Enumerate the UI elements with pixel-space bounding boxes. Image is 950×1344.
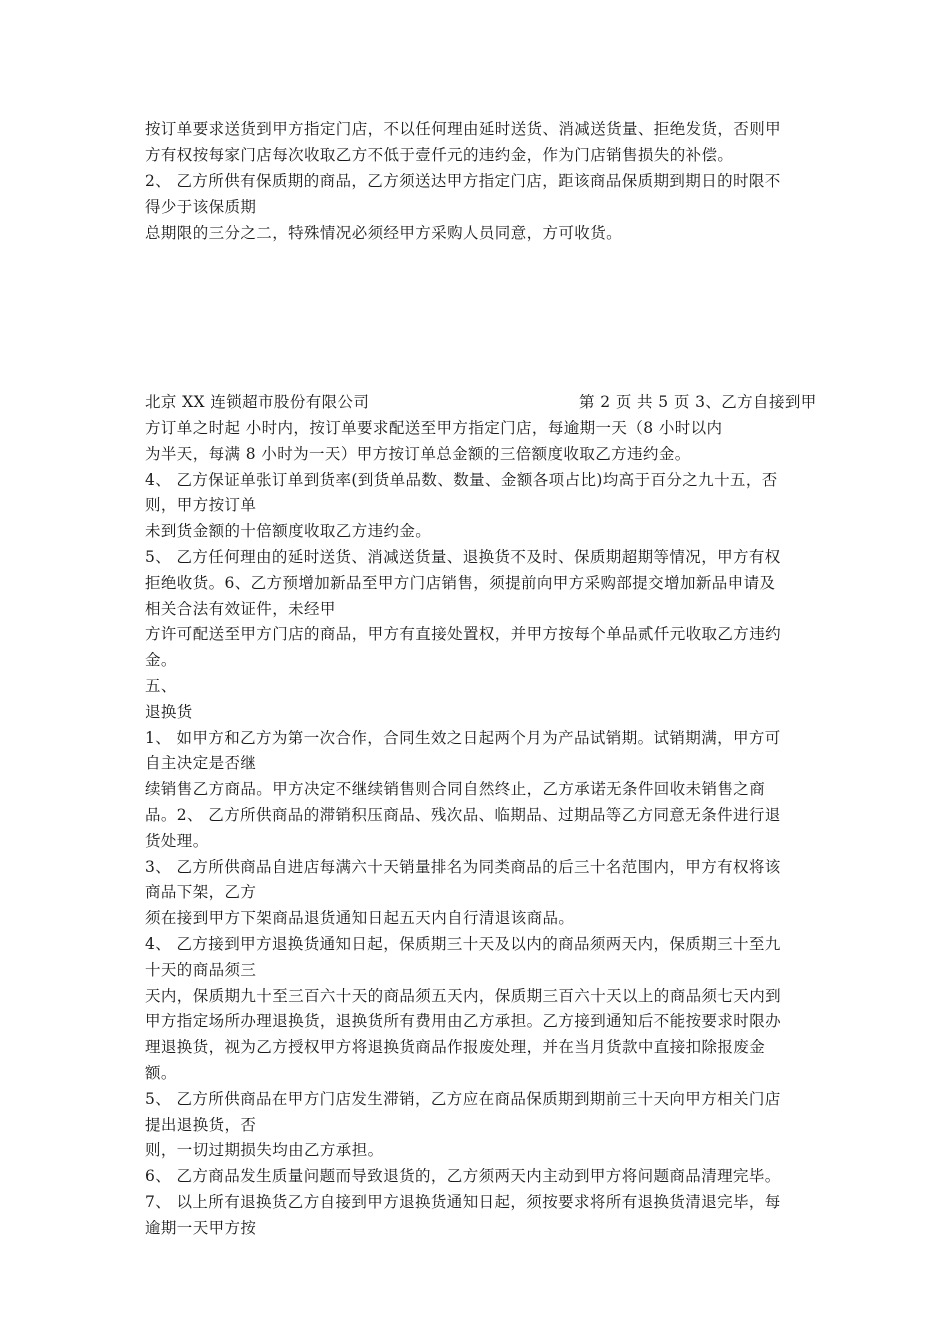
text-line: 品。2、 乙方所供商品的滞销积压商品、残次品、临期品、过期品等乙方同意无条件进行退 — [145, 806, 781, 824]
text-line: 4、 乙方保证单张订单到货率(到货单品数、数量、金额各项占比)均高于百分之九十五，否 — [145, 470, 778, 489]
text-line: 5、 乙方所供商品在甲方门店发生滞销，乙方应在商品保质期到期前三十天向甲方相关门店 — [145, 1089, 781, 1108]
text-line: 1、 如甲方和乙方为第一次合作，合同生效之日起两个月为产品试销期。试销期满，甲方可 — [145, 728, 781, 747]
text-line: 货处理。 — [145, 831, 209, 850]
text-line: 拒绝收货。6、乙方预增加新品至甲方门店销售，须提前向甲方采购部提交增加新品申请及 — [145, 573, 776, 592]
text-line: 续销售乙方商品。甲方决定不继续销售则合同自然终止，乙方承诺无条件回收未销售之商 — [145, 780, 766, 799]
text-line: 商品下架，乙方 — [145, 883, 257, 902]
text-line: 方许可配送至甲方门店的商品，甲方有直接处置权，并甲方按每个单品贰仟元收取乙方违约 — [145, 625, 782, 644]
text-line: 5、 乙方任何理由的延时送货、消减送货量、退换货不及时、保质期超期等情况，甲方有权 — [145, 548, 781, 566]
text-line: 6、 乙方商品发生质量问题而导致退货的，乙方须两天内主动到甲方将问题商品清理完毕。 — [145, 1167, 781, 1186]
text-line: 总期限的三分之二，特殊情况必须经甲方采购人员同意，方可收货。 — [145, 224, 623, 242]
text-line: 方有权按每家门店每次收取乙方不低于壹仟元的违约金，作为门店销售损失的补偿。 — [145, 146, 734, 164]
text-line: 须在接到甲方下架商品退货通知日起五天内自行清退该商品。 — [145, 909, 575, 928]
text-line: 方订单之时起 小时内，按订单要求配送至甲方指定门店，每逾期一天（8 小时以内 — [145, 419, 723, 437]
text-line: 理退换货，视为乙方授权甲方将退换货商品作报废处理，并在当月货款中直接扣除报废金 — [145, 1038, 766, 1057]
text-line: 额。 — [145, 1064, 177, 1082]
text-line: 十天的商品须三 — [145, 960, 257, 979]
text-line: 得少于该保质期 — [145, 198, 257, 216]
text-line: 五、 — [145, 677, 177, 695]
company-name: 北京 XX 连锁超市股份有限公司 — [145, 393, 370, 411]
text-line: 逾期一天甲方按 — [145, 1218, 257, 1237]
text-line: 4、 乙方接到甲方退换货通知日起，保质期三十天及以内的商品须两天内，保质期三十至九 — [145, 935, 781, 953]
text-line: 未到货金额的十倍额度收取乙方违约金。 — [145, 522, 432, 541]
text-line: 金。 — [145, 651, 177, 670]
text-line: 自主决定是否继 — [145, 754, 257, 773]
text-line: 3、 乙方所供商品自进店每满六十天销量排名为同类商品的后三十名范围内，甲方有权将该 — [145, 857, 781, 876]
text-line: 为半天，每满 8 小时为一天）甲方按订单总金额的三倍额度收取乙方违约金。 — [145, 444, 691, 463]
text-line: 2、 乙方所供有保质期的商品，乙方须送达甲方指定门店，距该商品保质期到期日的时限不 — [145, 172, 781, 190]
page-number-info: 第 2 页 共 5 页 3、乙方自接到甲 — [579, 393, 817, 411]
text-line: 退换货 — [145, 702, 193, 721]
text-line: 相关合法有效证件，未经甲 — [145, 599, 336, 618]
text-line: 按订单要求送货到甲方指定门店，不以任何理由延时送货、消减送货量、拒绝发货，否则甲 — [145, 120, 782, 138]
text-line: 甲方指定场所办理退换货，退换货所有费用由乙方承担。乙方接到通知后不能按要求时限办 — [145, 1012, 782, 1031]
text-line: 7、 以上所有退换货乙方自接到甲方退换货通知日起，须按要求将所有退换货清退完毕，每 — [145, 1193, 781, 1211]
text-line: 提出退换货，否 — [145, 1115, 257, 1134]
text-line: 则，一切过期损失均由乙方承担。 — [145, 1141, 384, 1160]
text-line: 天内，保质期九十至三百六十天的商品须五天内，保质期三百六十天以上的商品须七天内到 — [145, 986, 782, 1005]
text-line: 则，甲方按订单 — [145, 496, 257, 515]
